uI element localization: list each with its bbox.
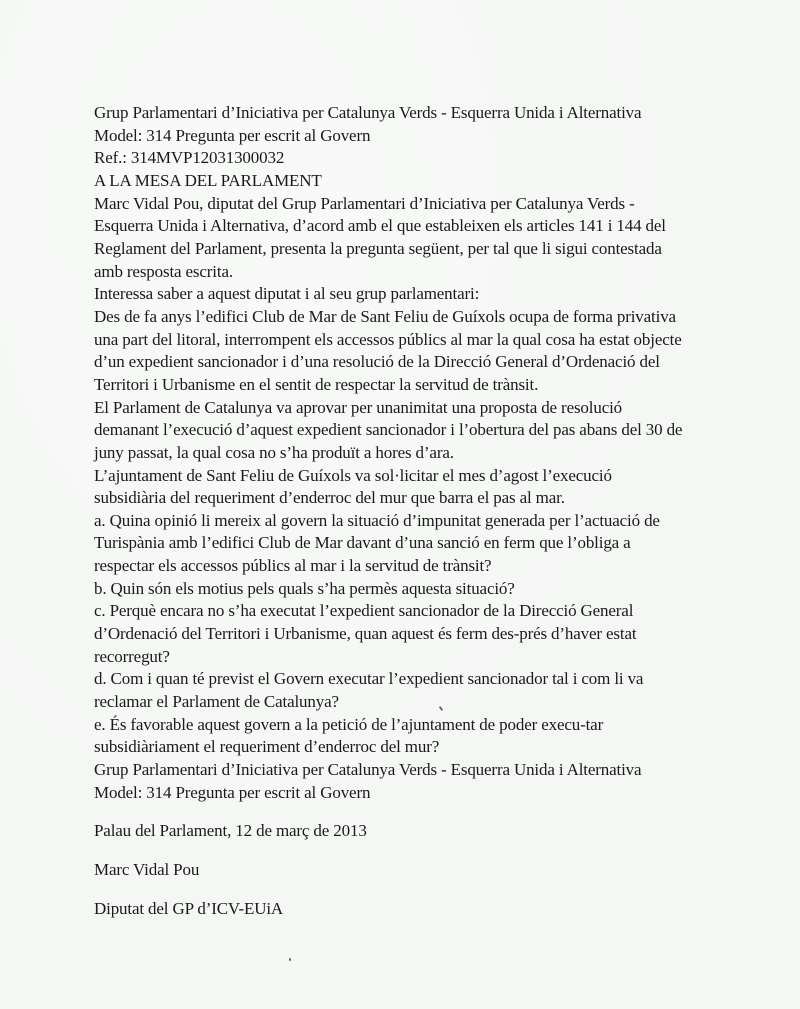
body-line: Interessa saber a aquest diputat i al seu grup parlamentari:	[94, 284, 480, 304]
body-line: recorregut?	[94, 646, 170, 666]
body-line: Turispània amb l’edifici Club de Mar davant d’una sanció en ferm que l’obliga a	[94, 533, 631, 553]
body-line: El Parlament de Catalunya va aprovar per unanimitat una proposta de resolució	[94, 397, 623, 417]
header-addressee: A LA MESA DEL PARLAMENT	[94, 170, 322, 190]
footer-group: Grup Parlamentari d’Iniciativa per Catalunya Verds - Esquerra Unida i Alternativa	[94, 760, 642, 780]
body-line: amb resposta escrita.	[94, 261, 233, 281]
body-line: una part del litoral, interrompent els accessos públics al mar la qual cosa ha estat objecte	[94, 329, 682, 349]
body-line: juny passat, la qual cosa no s’ha produït a hores d’ara.	[94, 442, 454, 462]
body-line: Des de fa anys l’edifici Club de Mar de Sant Feliu de Guíxols ocupa de forma privativa	[94, 306, 676, 326]
body-line: demanant l’execució d’aquest expedient sancionador i l’obertura del pas abans del 30 de	[94, 420, 683, 440]
body-line: d’Ordenació del Territori i Urbanisme, quan aquest és ferm des-prés d’haver estat	[94, 624, 637, 644]
document-body	[94, 102, 784, 804]
signatory-role: Diputat del GP d’ICV-EUiA	[94, 899, 284, 918]
scan-speck	[289, 958, 291, 961]
body-line: L’ajuntament de Sant Feliu de Guíxols va sol·licitar el mes d’agost l’execució	[94, 465, 612, 485]
body-line: subsidiàriament el requeriment d’enderroc del mur?	[94, 737, 440, 757]
question-b: b. Quin són els motius pels quals s’ha permès aquesta situació?	[94, 578, 515, 598]
body-line: Reglament del Parlament, presenta la pregunta següent, per tal que li sigui contestada	[94, 238, 662, 258]
body-line: respectar els accessos públics al mar i la servitud de trànsit?	[94, 556, 492, 576]
question-d: d. Com i quan té previst el Govern executar l’expedient sancionador tal i com li va	[94, 669, 644, 689]
body-line: d’un expedient sancionador i d’una resolució de la Direcció General d’Ordenació del	[94, 352, 660, 372]
question-e: e. És favorable aquest govern a la petició de l’ajuntament de poder execu-tar	[94, 714, 604, 734]
question-a: a. Quina opinió li mereix al govern la situació d’impunitat generada per l’actuació de	[94, 510, 660, 530]
question-c: c. Perquè encara no s’ha executat l’expedient sancionador de la Direcció General	[94, 601, 634, 621]
body-line: subsidiària del requeriment d’enderroc del mur que barra el pas al mar.	[94, 488, 565, 508]
header-model: Model: 314 Pregunta per escrit al Govern	[94, 125, 371, 145]
place-date: Palau del Parlament, 12 de març de 2013	[94, 821, 367, 840]
body-line: Esquerra Unida i Alternativa, d’acord amb el que estableixen els articles 141 i 144 del	[94, 216, 666, 236]
header-ref: Ref.: 314MVP12031300032	[94, 148, 285, 168]
body-line: Marc Vidal Pou, diputat del Grup Parlamentari d’Iniciativa per Catalunya Verds -	[94, 193, 635, 213]
header-group: Grup Parlamentari d’Iniciativa per Catalunya Verds - Esquerra Unida i Alternativa	[94, 103, 642, 122]
body-line: Territori i Urbanisme en el sentit de respectar la servitud de trànsit.	[94, 374, 539, 394]
signatory-name: Marc Vidal Pou	[94, 860, 200, 879]
footer-model: Model: 314 Pregunta per escrit al Govern	[94, 782, 371, 802]
body-line: reclamar el Parlament de Catalunya?	[94, 692, 339, 712]
